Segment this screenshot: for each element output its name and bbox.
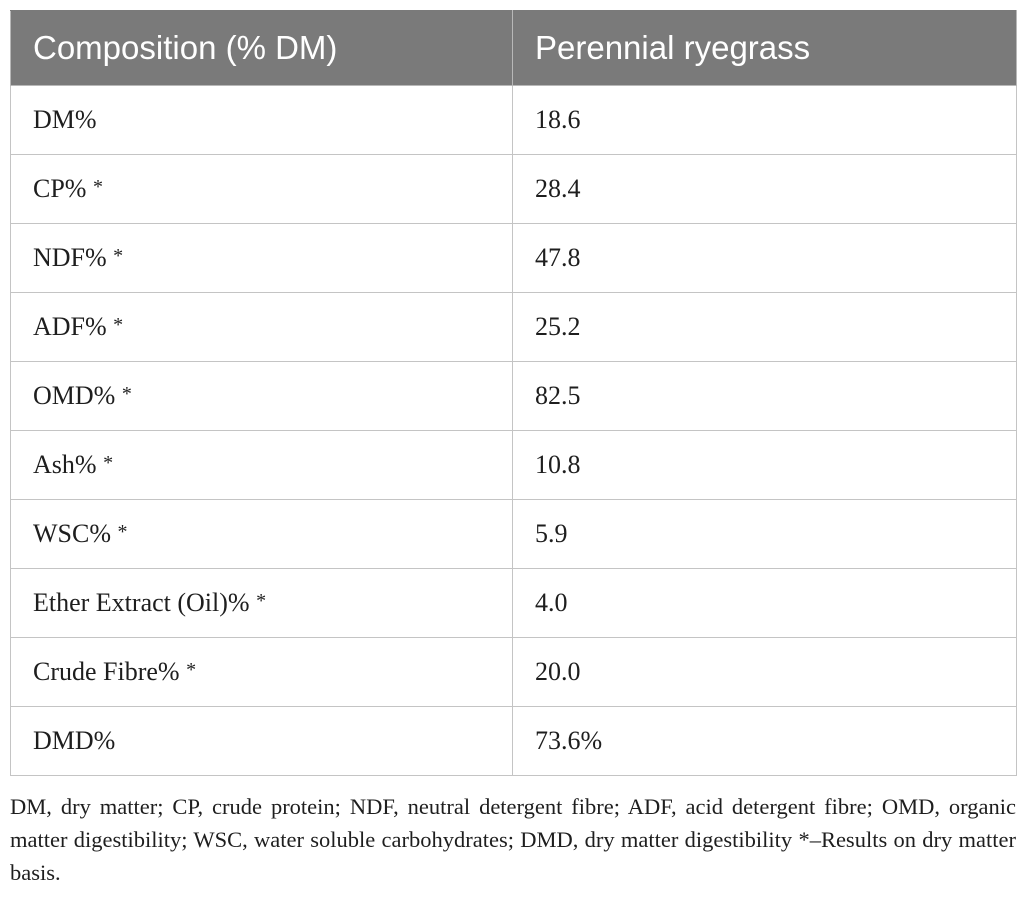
row-value: 4.0 [513, 569, 1017, 638]
table-row [11, 500, 1017, 569]
dry-matter-basis-marker: * [186, 659, 197, 681]
row-value: 5.9 [513, 500, 1017, 569]
row-value: 28.4 [513, 155, 1017, 224]
table-row [11, 293, 1017, 362]
table-row [11, 569, 1017, 638]
table-row [11, 707, 1017, 776]
table-row [11, 431, 1017, 500]
table-row [11, 155, 1017, 224]
row-label: Crude Fibre% [33, 657, 187, 686]
row-label: OMD% [33, 381, 122, 410]
row-label: DM% [33, 105, 97, 134]
row-label-cell [11, 500, 513, 569]
row-label-cell [11, 638, 513, 707]
row-label: CP% [33, 174, 93, 203]
row-value: 82.5 [513, 362, 1017, 431]
dry-matter-basis-marker: * [121, 383, 132, 405]
table-row [11, 224, 1017, 293]
row-label-cell [11, 155, 513, 224]
table-row [11, 86, 1017, 155]
row-label-cell [11, 293, 513, 362]
row-label-cell [11, 569, 513, 638]
row-value: 10.8 [513, 431, 1017, 500]
dry-matter-basis-marker: * [117, 521, 128, 543]
row-value: 47.8 [513, 224, 1017, 293]
table-row [11, 362, 1017, 431]
row-label-cell [11, 224, 513, 293]
header-composition: Composition (% DM) [11, 11, 513, 86]
row-label: Ether Extract (Oil)% [33, 588, 257, 617]
dry-matter-basis-marker: * [256, 590, 267, 612]
row-label: Ash% [33, 450, 104, 479]
row-value: 20.0 [513, 638, 1017, 707]
dry-matter-basis-marker: * [103, 452, 114, 474]
table-row [11, 638, 1017, 707]
dry-matter-basis-marker: * [92, 176, 103, 198]
table-header-row [11, 11, 1017, 86]
table-body [11, 86, 1017, 776]
table-footnote: DM, dry matter; CP, crude protein; NDF, neutral detergent fibre; ADF, acid detergent fibre; OMD, organic matter digestibility; WSC, water soluble carbohydrates; DMD, dry matter digestibility *–Results on dry matter basis. [10, 794, 1016, 885]
composition-table [10, 10, 1017, 776]
row-label: ADF% [33, 312, 114, 341]
row-label: NDF% [33, 243, 114, 272]
row-value: 25.2 [513, 293, 1017, 362]
header-perennial-ryegrass: Perennial ryegrass [513, 11, 1017, 86]
dry-matter-basis-marker: * [113, 314, 124, 336]
row-label-cell [11, 86, 513, 155]
row-label: WSC% [33, 519, 118, 548]
row-value: 18.6 [513, 86, 1017, 155]
row-label-cell [11, 707, 513, 776]
row-label: DMD% [33, 726, 116, 755]
row-value: 73.6% [513, 707, 1017, 776]
row-label-cell [11, 431, 513, 500]
dry-matter-basis-marker: * [113, 245, 124, 267]
composition-table-container [10, 10, 1016, 776]
row-label-cell [11, 362, 513, 431]
